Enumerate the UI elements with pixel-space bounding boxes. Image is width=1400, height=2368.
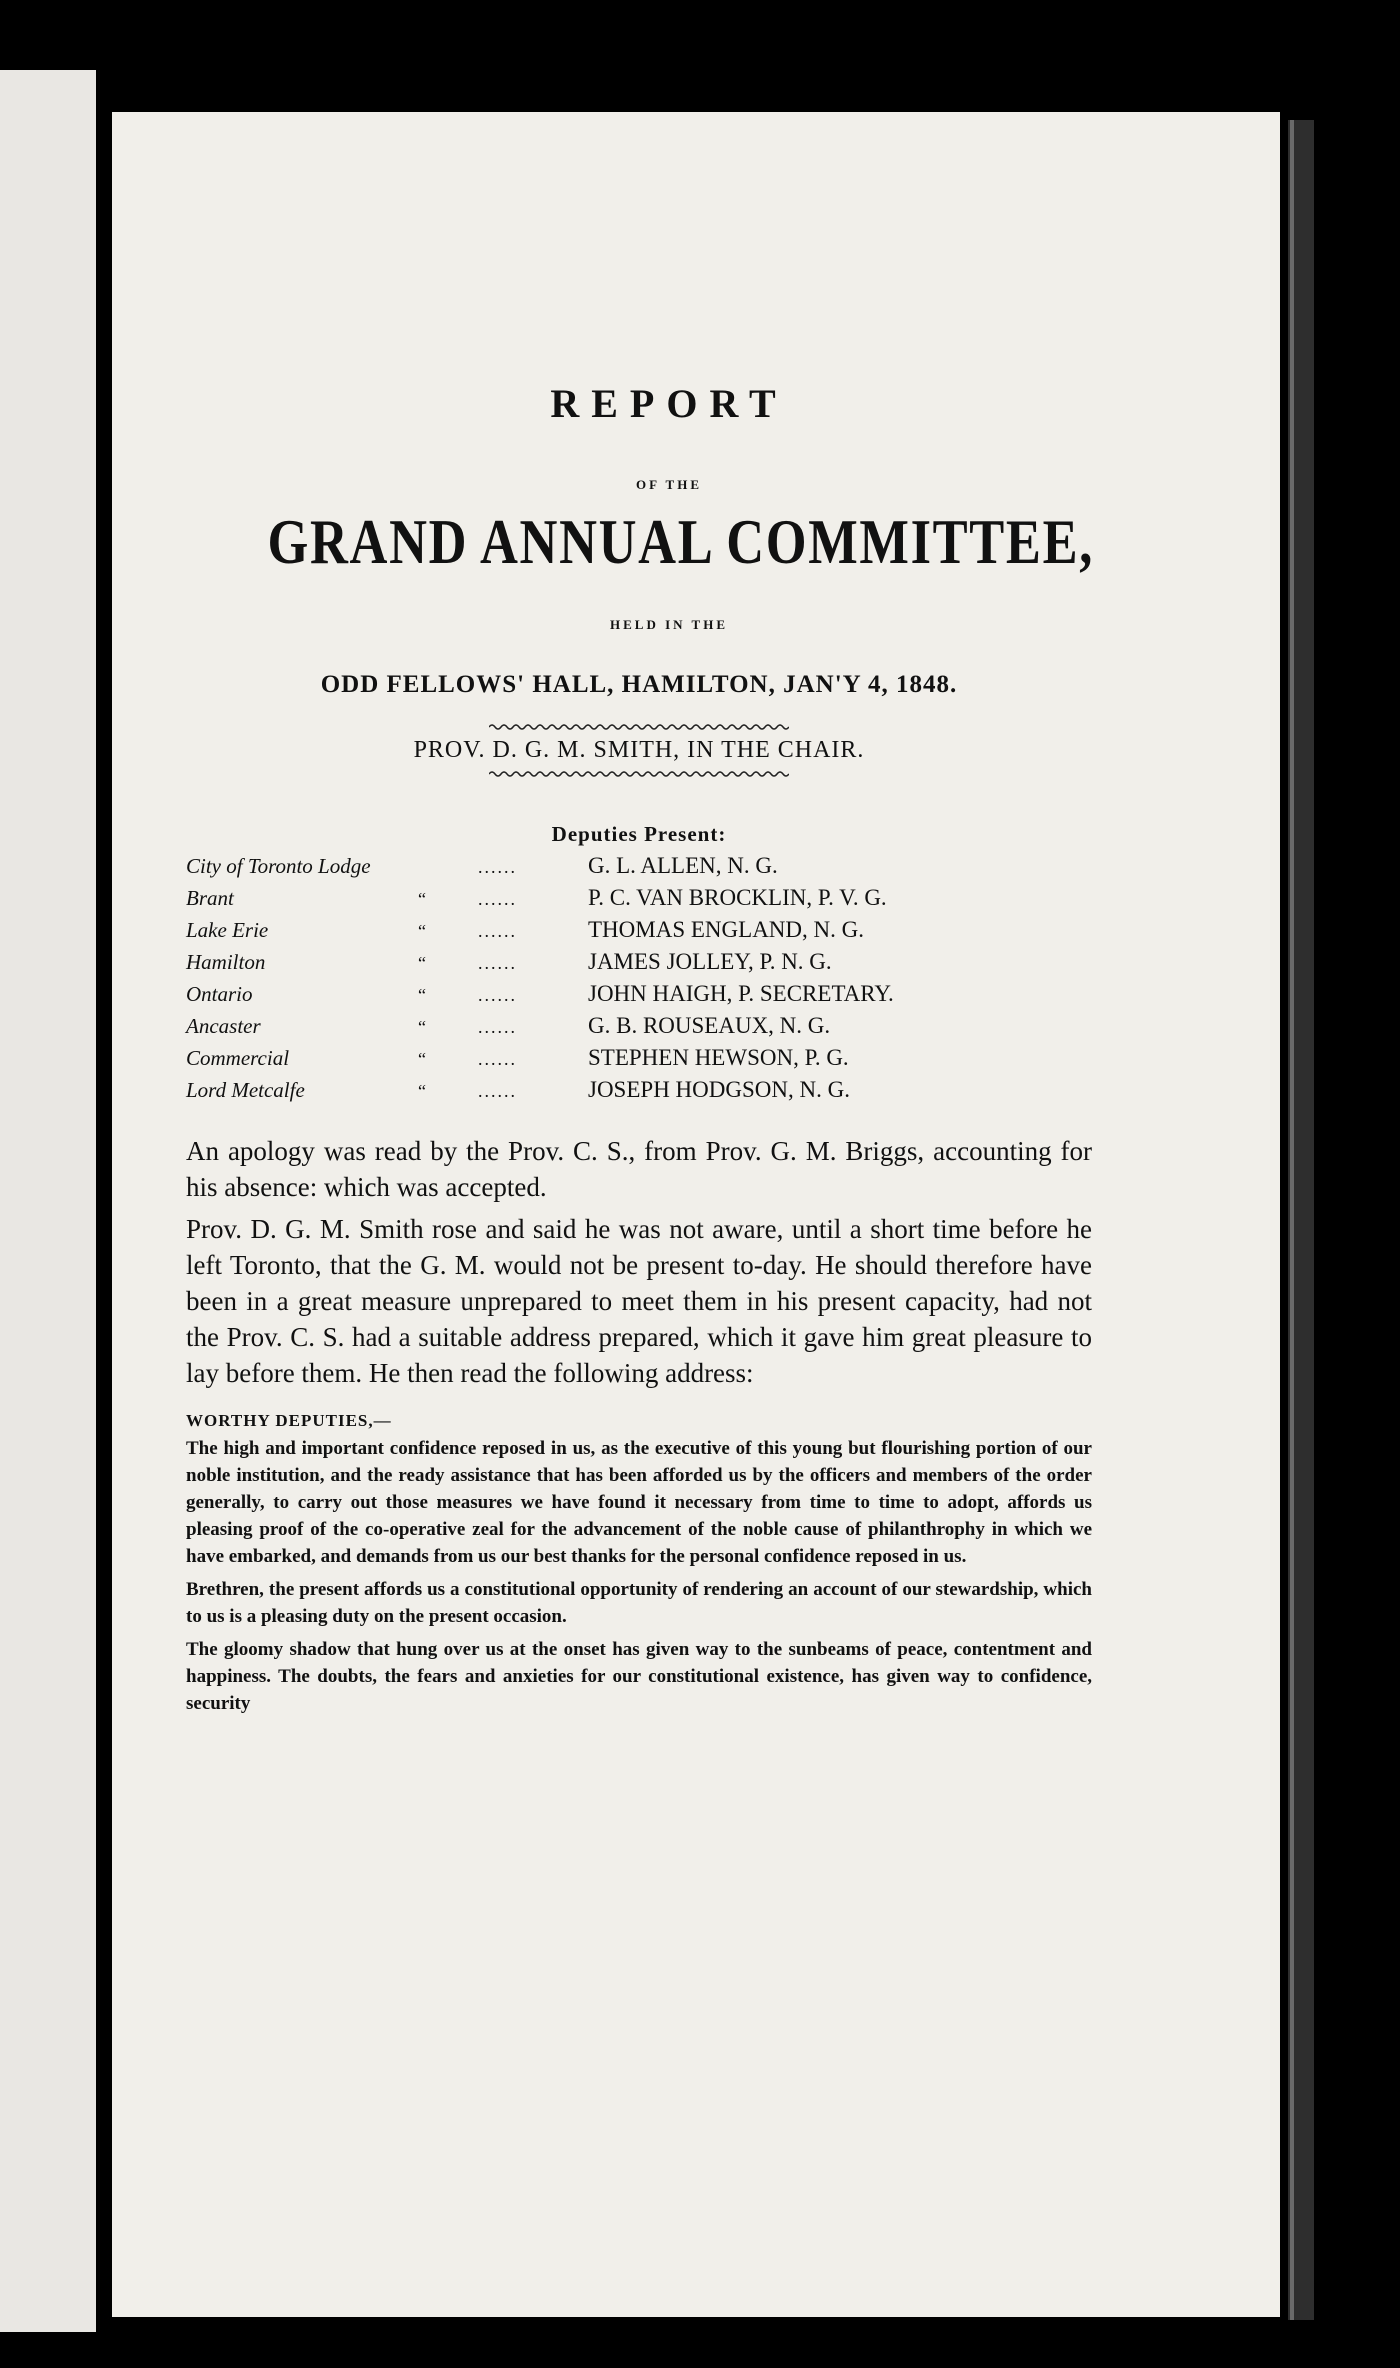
address-paragraph: Brethren, the present affords us a constitutional opportunity of rendering an account of our stewardship, which to us is a pleasing duty on the present occasion. (186, 1579, 1092, 1627)
held-in-label: HELD IN THE (609, 617, 728, 632)
book-spine-highlight (1290, 120, 1294, 2320)
lodge-name: Brant (186, 886, 234, 910)
leader-dots: ...... (478, 1049, 517, 1069)
deputy-name: JOSEPH HODGSON, N. G. (588, 1077, 850, 1102)
deputies-list (186, 853, 1092, 1109)
ditto-mark: “ (418, 1017, 426, 1037)
ditto-mark: “ (418, 921, 426, 941)
wavy-rule-top (489, 723, 789, 731)
adjacent-page-edge (0, 70, 102, 2332)
address-salutation: WORTHY DEPUTIES,— (186, 1411, 392, 1430)
wavy-rule-bottom (489, 770, 789, 778)
address-paragraph: The high and important confidence reposed in us, as the executive of this young but flourishing portion of our noble institution, and the ready assistance that has been afforded us by the officers and members of the order generally, to carry out those measures we have found it necessary from time to time to adopt, affords us pleasing proof of the co-operative zeal for the advancement of the noble cause of philanthrophy in which we have embarked, and demands from us our best thanks for the personal confidence reposed in us. (186, 1438, 1092, 1567)
deputy-name: STEPHEN HEWSON, P. G. (588, 1045, 849, 1070)
meeting-location-date: ODD FELLOWS' HALL, HAMILTON, JAN'Y 4, 1848. (320, 671, 958, 698)
report-title: REPORT (550, 381, 788, 426)
page-content (186, 380, 1092, 1717)
lodge-name: Lord Metcalfe (186, 1078, 305, 1102)
deputy-name: THOMAS ENGLAND, N. G. (588, 917, 864, 942)
ditto-mark: “ (418, 1081, 426, 1101)
deputy-name: G. B. ROUSEAUX, N. G. (588, 1013, 831, 1038)
deputy-name: P. C. VAN BROCKLIN, P. V. G. (588, 885, 887, 910)
deputy-row (186, 885, 1092, 917)
smith-paragraph: Prov. D. G. M. Smith rose and said he was not aware, until a short time before he left Toronto, that the G. M. would not be present to-day. He should therefore have been in a great measure unprepared to meet them in his present capacity, had not the Prov. C. S. had a suitable address prepared, which it gave him great pleasure to lay before them. He then read the following address: (186, 1214, 1092, 1388)
leader-dots: ...... (478, 1081, 517, 1101)
deputies-heading: Deputies Present: (551, 822, 727, 846)
lodge-name: Hamilton (186, 950, 266, 974)
address-paragraph: The gloomy shadow that hung over us at the onset has given way to the sunbeams of peace, contentment and happiness. The doubts, the fears and anxieties for our constitutional existence, has given way to confidence, security (186, 1639, 1092, 1714)
deputy-row (186, 1013, 1092, 1045)
lodge-name: Ancaster (186, 1014, 261, 1038)
lodge-name: Lake Erie (186, 918, 269, 942)
ditto-mark: “ (418, 953, 426, 973)
leader-dots: ...... (478, 889, 517, 909)
of-the-label: OF THE (635, 477, 703, 492)
lodge-name: Ontario (186, 982, 253, 1006)
lodge-name: Commercial (186, 1046, 290, 1070)
deputy-name: JOHN HAIGH, P. SECRETARY. (588, 981, 894, 1006)
leader-dots: ...... (478, 985, 517, 1005)
lodge-name: City of Toronto Lodge (186, 854, 371, 878)
ditto-mark: “ (418, 1049, 426, 1069)
ditto-mark: “ (418, 985, 426, 1005)
chair-line: PROV. D. G. M. SMITH, IN THE CHAIR. (413, 737, 865, 763)
deputy-row (186, 1045, 1092, 1077)
committee-title: GRAND ANNUAL COMMITTEE, (267, 506, 1094, 577)
deputy-row (186, 1077, 1092, 1109)
ditto-mark: “ (418, 889, 426, 909)
leader-dots: ...... (478, 953, 517, 973)
deputy-row (186, 949, 1092, 981)
leader-dots: ...... (478, 857, 517, 877)
apology-paragraph: An apology was read by the Prov. C. S., from Prov. G. M. Briggs, accounting for his absence: which was accepted. (186, 1136, 1092, 1202)
deputy-row (186, 981, 1092, 1013)
leader-dots: ...... (478, 921, 517, 941)
deputy-row (186, 853, 1092, 885)
leader-dots: ...... (478, 1017, 517, 1037)
deputy-name: G. L. ALLEN, N. G. (588, 853, 778, 878)
deputy-row (186, 917, 1092, 949)
deputy-name: JAMES JOLLEY, P. N. G. (588, 949, 832, 974)
